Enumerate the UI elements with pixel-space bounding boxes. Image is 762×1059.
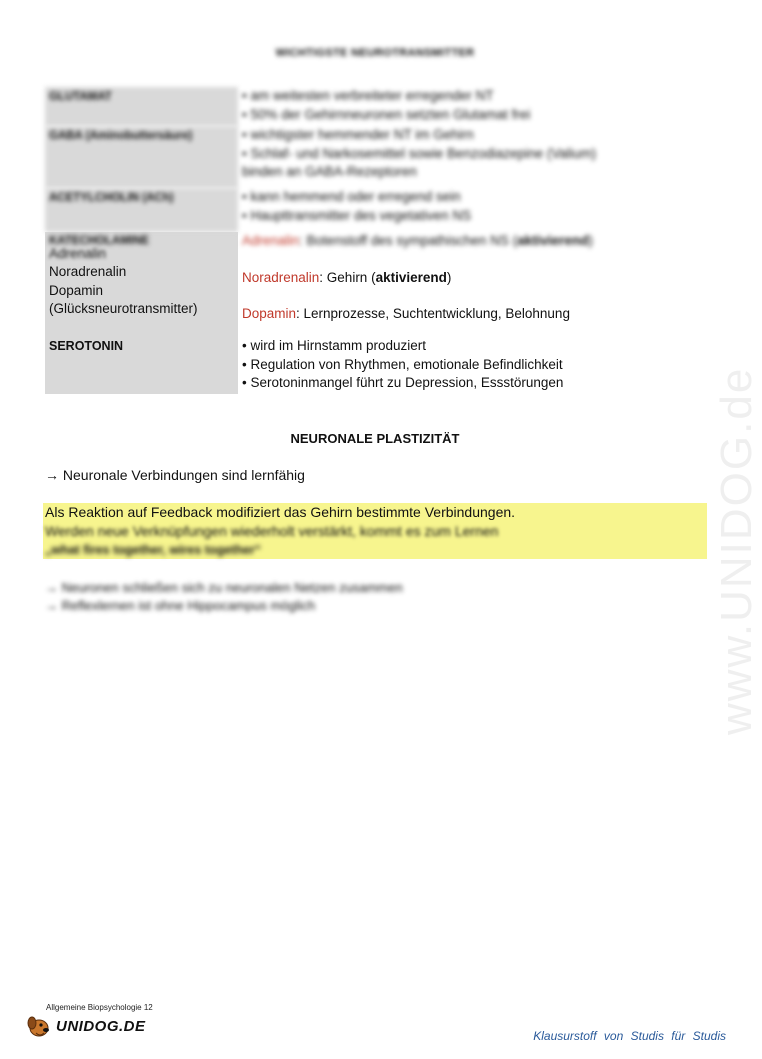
neurotransmitter-table	[45, 82, 605, 394]
plasticity-arrow-line: → Neuronale Verbindungen sind lernfähig	[45, 467, 305, 483]
katecholamine-noradrenalin: Noradrenalin	[49, 264, 127, 279]
dog-icon	[24, 1013, 52, 1039]
plasticity-notes	[45, 579, 403, 615]
highlight-line-3: „what fires together, wires together“	[45, 543, 262, 557]
page-title: WICHTIGSTE NEUROTRANSMITTER	[275, 47, 475, 59]
table-row-acetylcholin	[45, 188, 605, 232]
table-row-katecholamine	[45, 232, 605, 337]
nt-desc-acetylcholin: • kann hemmend oder erregend sein • Haupttransmitter des vegetativen NS	[242, 189, 472, 223]
nt-name-serotonin: SEROTONIN	[45, 337, 238, 394]
note-line-1: → Neuronen schließen sich zu neuronalen Netzen zusammen	[45, 580, 403, 595]
highlight-line-1: Als Reaktion auf Feedback modifiziert das Gehirn bestimmte Verbindungen.	[45, 504, 516, 520]
katecholamine-adrenalin: Adrenalin	[49, 245, 107, 261]
nt-desc-gaba: • wichtigster hemmender NT im Gehirn • Schlaf- und Narkosemittel sowie Benzodiazepine (Valium) binden an GABA-Rezeptoren	[242, 127, 597, 179]
nt-name-acetylcholin: ACETYLCHOLIN (ACh)	[45, 188, 238, 232]
dopamin-desc: Dopamin: Lernprozesse, Suchtentwicklung, Belohnung	[242, 306, 570, 321]
highlight-line-2: Werden neue Verknüpfungen wiederholt verstärkt, kommt es zum Lernen	[45, 523, 499, 539]
nt-name-katecholamine	[45, 232, 238, 337]
logo-text: UNIDOG.DE	[56, 1017, 146, 1035]
nt-desc-glutamat: • am weitesten verbreiteter erregender NT • 50% der Gehirnneuronen setzten Glutamat frei	[242, 88, 531, 122]
highlight-box	[43, 503, 707, 559]
katecholamine-dopamin: Dopamin	[49, 282, 104, 298]
nt-desc-katecholamine	[238, 232, 593, 337]
noradrenalin-desc: Noradrenalin: Gehirn (aktivierend)	[242, 269, 452, 285]
unidog-logo[interactable]	[24, 1013, 146, 1039]
nt-desc-serotonin: • wird im Hirnstamm produziert • Regulation von Rhythmen, emotionale Befindlichkeit • Serotoninmangel führt zu Depression, Essstörungen	[242, 338, 564, 390]
footer-slogan: Klausurstoff von Studis für Studis	[533, 1029, 726, 1043]
table-row-gaba	[45, 126, 605, 188]
watermark: www.UNIDOG.de	[712, 366, 761, 735]
katecholamine-heading: KATECHOLAMINE	[49, 235, 150, 247]
plasticity-heading: NEURONALE PLASTIZITÄT	[290, 431, 460, 446]
note-line-2: → Reflexlernen ist ohne Hippocampus möglich	[45, 598, 316, 613]
nt-name-gaba: GABA (Aminobuttersäure)	[45, 126, 238, 188]
table-row-glutamat	[45, 82, 605, 126]
katecholamine-gluecks: (Glücksneurotransmitter)	[49, 301, 198, 316]
nt-name-glutamat: GLUTAMAT	[45, 87, 238, 126]
table-row-serotonin	[45, 337, 605, 394]
footer-course-label: Allgemeine Biopsychologie 12	[46, 1003, 153, 1012]
adrenalin-desc: Adrenalin: Botenstoff des sympathischen NS (aktivierend)	[242, 233, 593, 248]
